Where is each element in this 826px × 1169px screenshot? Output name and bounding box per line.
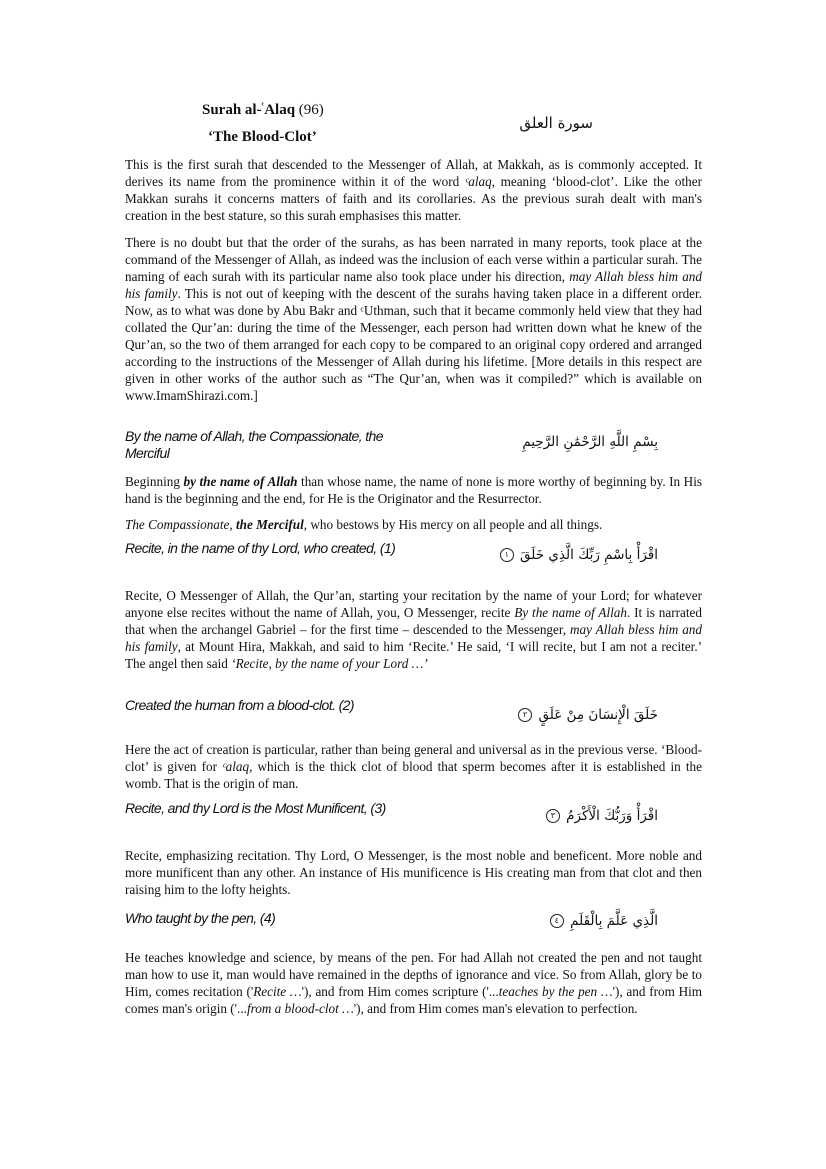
basmala-arabic: بِسْمِ اللَّهِ الرَّحْمَٰنِ الرَّحِيمِ: [522, 434, 658, 450]
intro-paragraph-2: [125, 234, 702, 404]
text: There is no doubt but that the order of the surahs, as has been narrated in many reports, took place at the command of the Messenger of Allah, as indeed was the inclusion of each verse within a particular surah. The naming of each surah with its particular name also took place under his direction,: [125, 235, 702, 284]
basmala-paragraph-2: [125, 516, 702, 533]
verse-text: الَّذِي عَلَّمَ بِالْقَلَمِ: [570, 913, 658, 929]
emphasis: By the name of Allah: [514, 605, 627, 620]
text: . It is narrated that when the archangel Gabriel – for the first time – descended to the Messenger,: [125, 605, 702, 637]
basmala-paragraph-1: [125, 473, 702, 507]
title-ayn: ᶜ: [261, 100, 265, 111]
verse-text: اقْرَأْ وَرَبُّكَ الْأَكْرَمُ: [566, 808, 658, 824]
text: Here the act of creation is particular, rather than being general and universal as in the previous verse. ‘Blood-clot’ is given for: [125, 742, 702, 774]
text: , who bestows by His mercy on all people and all things.: [303, 517, 603, 532]
verse-number-marker: ٤: [550, 914, 564, 928]
text: '), and from Him comes man's elevation to perfection.: [353, 1001, 638, 1016]
text: . This is not out of keeping with the descent of the surahs having taken place in a different order. Now, as to what was done by Abu Bakr and ᶜUthman, such that it became commonly held view that they had collated the Qur’an: during the time of the Messenger, each person had written down what he knew of the Qur’an, so the two of them arranged for each copy to be compared to an original copy ordered and arranged according to the instructions of the Messenger of Allah during his lifetime. [More details in this respect are given in other works of the author such as “The Qur’an, when was it compiled?” which is available on www.ImamShirazi.com.]: [125, 286, 702, 403]
verse-1-arabic: [500, 547, 658, 563]
intro-paragraph-1: [125, 156, 702, 224]
verse-1-heading: Recite, in the name of thy Lord, who created, (1): [125, 540, 396, 556]
surah-title: [202, 100, 324, 119]
blessing: may Allah bless him and his family: [125, 269, 702, 301]
quote: Recite …: [253, 984, 302, 999]
quote: from a blood-clot …: [246, 1001, 354, 1016]
verse-2-arabic: [518, 707, 658, 723]
text: , at Mount Hira, Makkah, and said to him ‘Recite.’ He said, ‘I will recite, but I am not a reciter.’ The angel then said: [125, 639, 703, 671]
title-prefix: Surah al-: [202, 102, 262, 118]
verse-text: اقْرَأْ بِاسْمِ رَبِّكَ الَّذِي خَلَقَ: [520, 547, 658, 563]
blessing: may Allah bless him and his family: [125, 622, 702, 654]
verse-2-heading: Created the human from a blood-clot. (2): [125, 697, 354, 713]
verse-4-paragraph: [125, 949, 702, 1017]
text: Recite, O Messenger of Allah, the Qur’an, starting your recitation by the name of your Lord; for whatever anyone else recites without the name of Allah, you, O Messenger, recite: [125, 588, 702, 620]
verse-number-marker: ٣: [546, 809, 560, 823]
emphasis: by the name of Allah: [183, 474, 298, 489]
verse-3-arabic: [546, 808, 658, 824]
text: Beginning: [125, 474, 184, 489]
verse-4-arabic: [550, 913, 658, 929]
surah-arabic-title: سورة العلق: [519, 114, 593, 132]
text: '), and from Him comes man's origin ('...: [125, 984, 703, 1016]
verse-3-heading: Recite, and thy Lord is the Most Munificent, (3): [125, 800, 386, 816]
text: He teaches knowledge and science, by means of the pen. For had Allah not created the pen and not taught man how to use it, man would have remained in the depths of ignorance and vice. So from Allah, glory be to Him, comes recitation (': [125, 950, 702, 999]
quote: ‘Recite, by the name of your Lord …’: [231, 656, 428, 671]
verse-1-paragraph: [125, 587, 702, 672]
separator: ,: [229, 517, 236, 532]
verse-text: خَلَقَ الْإِنسَانَ مِنْ عَلَقٍ: [538, 707, 658, 723]
text: , which is the thick clot of blood that sperm becomes after it is established in the womb. That is the origin of man.: [125, 759, 702, 791]
surah-subtitle: ‘The Blood-Clot’: [208, 129, 317, 145]
basmala-heading: By the name of Allah, the Compassionate, the Merciful: [125, 428, 383, 461]
verse-number-marker: ٢: [518, 708, 532, 722]
title-number: (96): [295, 102, 324, 118]
verse-number-marker: ١: [500, 548, 514, 562]
verse-3-paragraph: Recite, emphasizing recitation. Thy Lord, O Messenger, is the most noble and beneficent. More noble and more munificent than any other. An instance of His munificence is His creating man from that clot and then raising him to the lofty heights.: [125, 848, 702, 897]
quote: teaches by the pen …: [498, 984, 613, 999]
text: '), and from Him comes scripture ('...: [301, 984, 499, 999]
term: ᶜalaq: [222, 759, 250, 774]
verse-4-heading: Who taught by the pen, (4): [125, 910, 276, 926]
emphasis: the Merciful: [236, 517, 304, 532]
title-name: Alaq: [264, 102, 296, 118]
verse-2-paragraph: [125, 741, 702, 792]
text: than whose name, the name of none is more worthy of beginning by. In His hand is the beginning and the end, for He is the Originator and the Resurrector.: [125, 474, 702, 506]
emphasis: The Compassionate: [125, 517, 230, 532]
term: ᶜalaq: [464, 174, 492, 189]
text: This is the first surah that descended to the Messenger of Allah, at Makkah, as is commonly accepted. It derives its name from the prominence within it of the word: [125, 157, 702, 189]
text: , meaning ‘blood-clot’. Like the other Makkan surahs it concerns matters of faith and its corollaries. As the previous surah dealt with man's creation in the best stature, so this surah emphasises this matter.: [125, 174, 702, 223]
